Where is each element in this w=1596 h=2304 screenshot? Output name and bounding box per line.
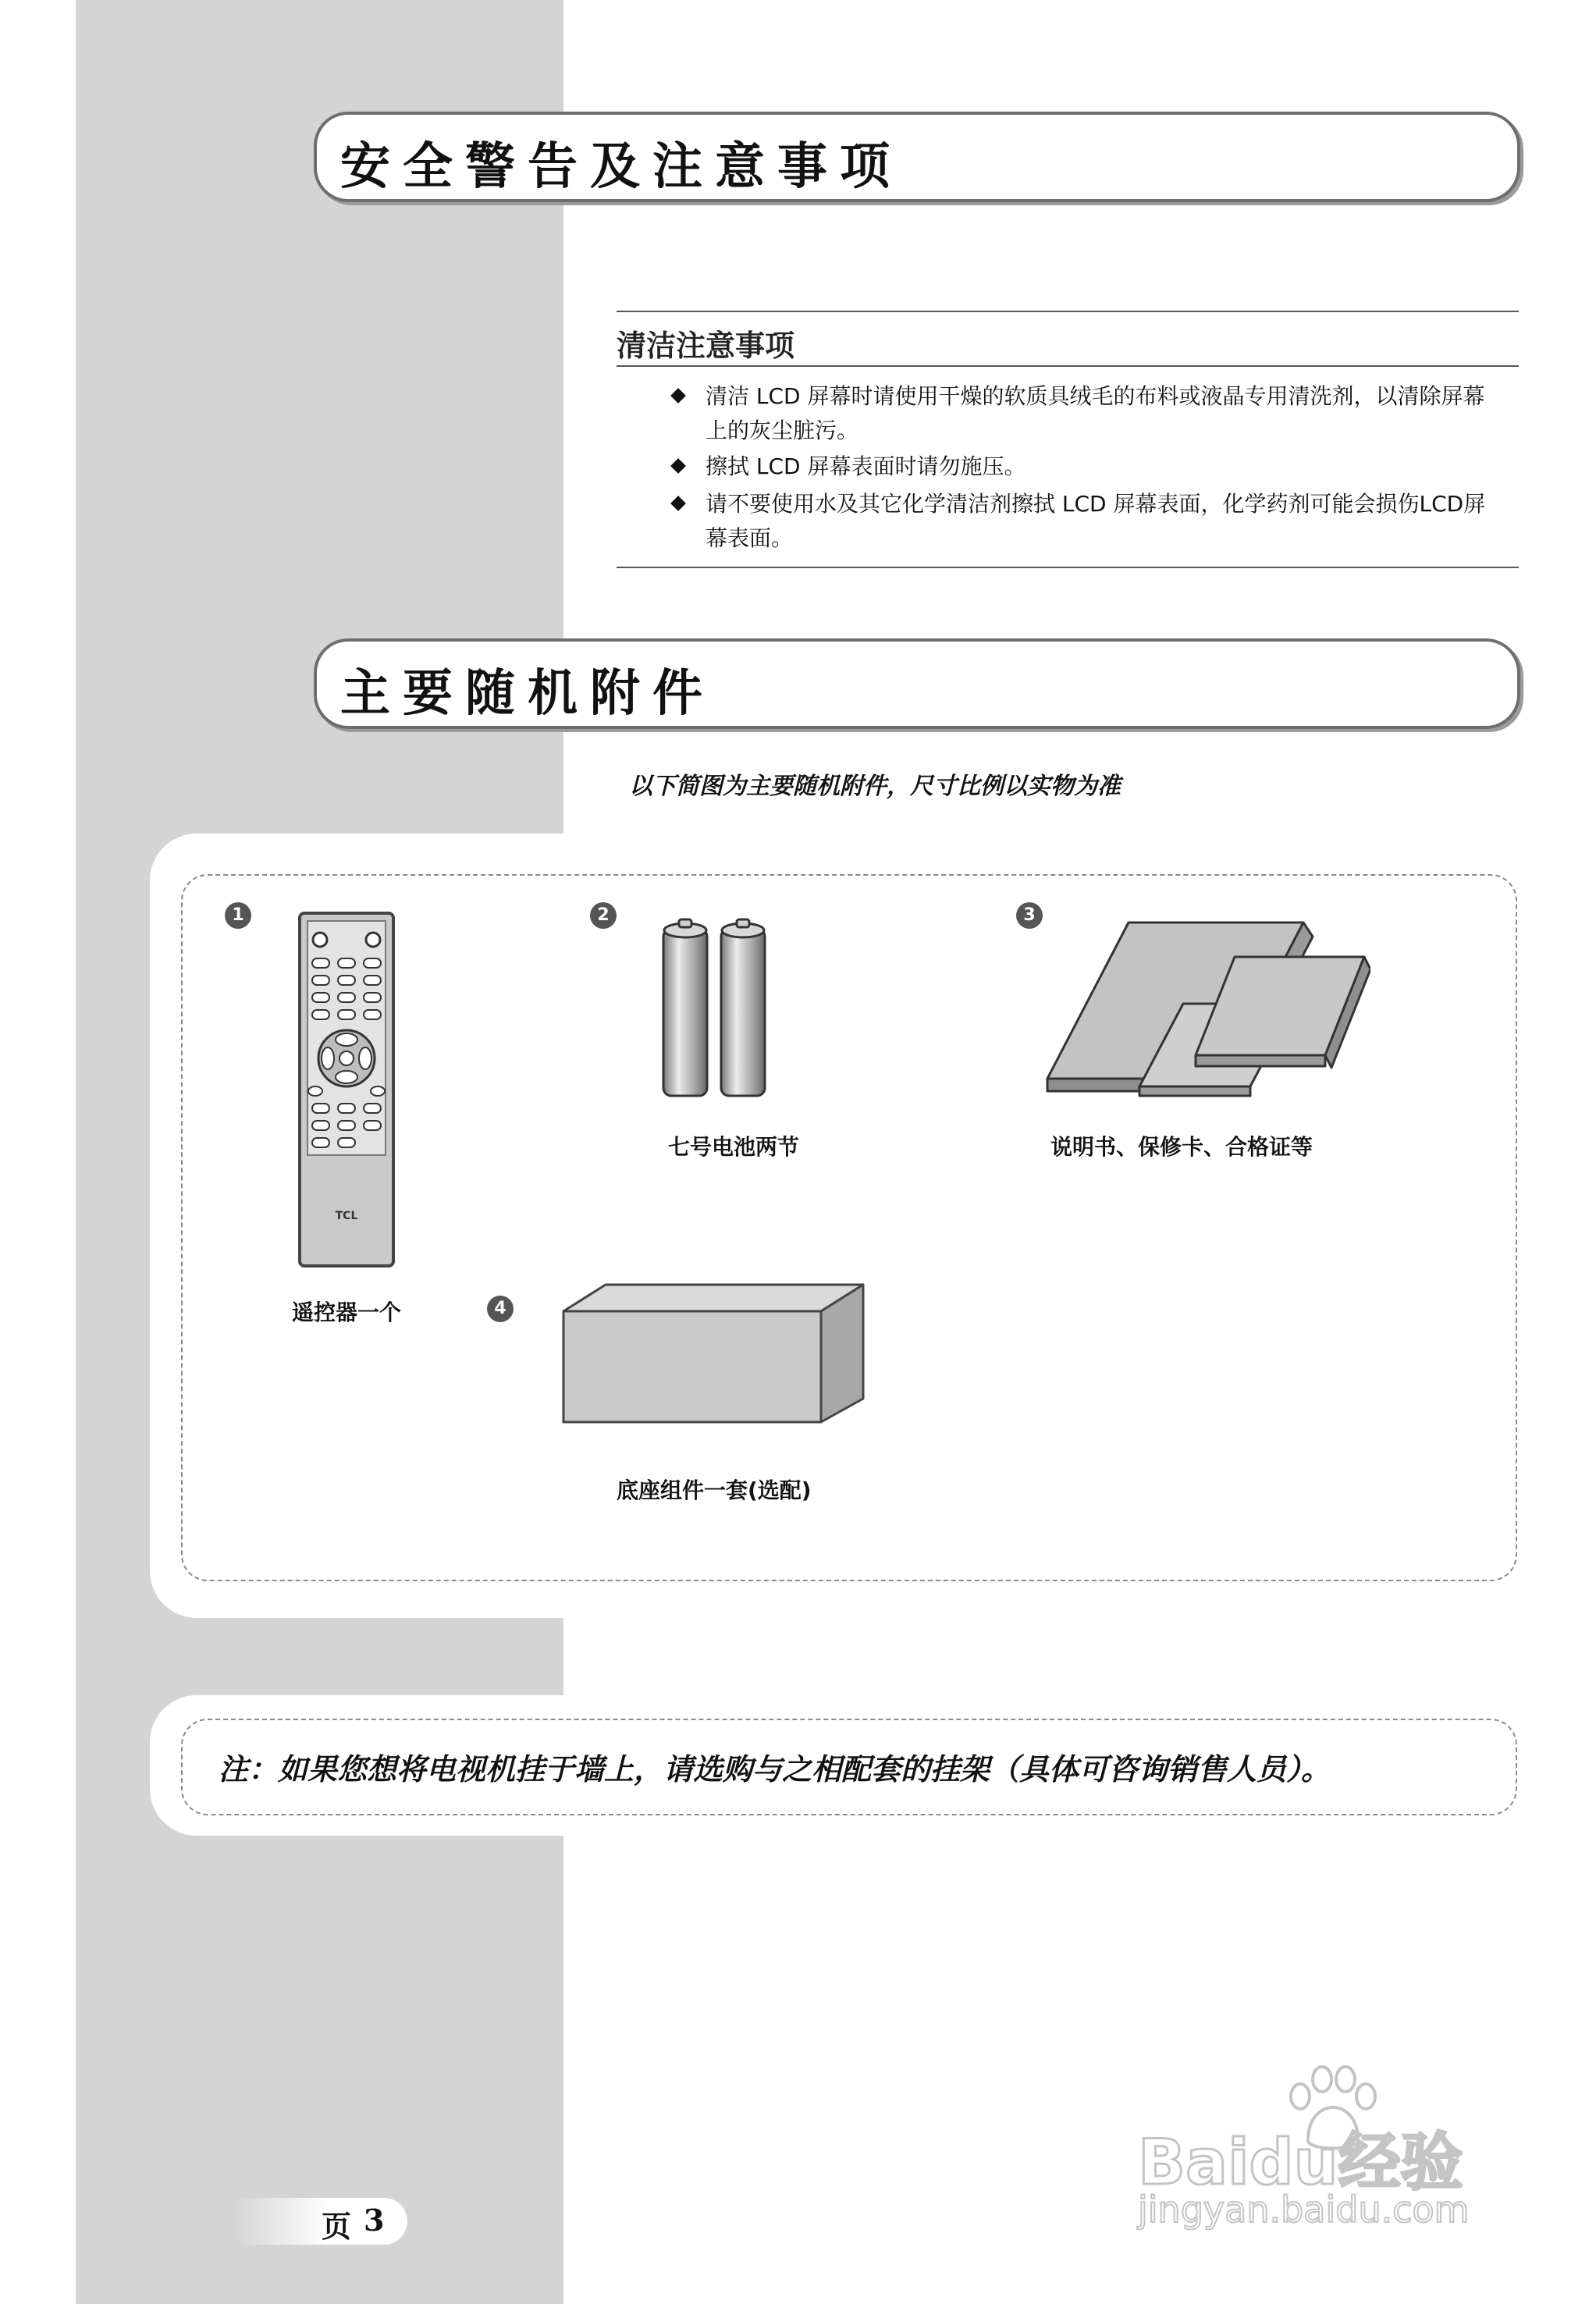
item-number-badge: 3	[1016, 902, 1043, 929]
cleaning-item-2-line1: 擦拭 LCD 屏幕表面时请勿施压。	[706, 453, 1026, 479]
caption-documents: 说明书、保修卡、合格证等	[1050, 1134, 1313, 1160]
accessories-intro: 以下简图为主要随机附件，尺寸比例以实物为准	[629, 773, 1121, 800]
documents-icon	[1043, 918, 1370, 1113]
item-number-badge: 1	[225, 902, 251, 929]
bullet-diamond-icon	[670, 458, 686, 474]
bullet-diamond-icon	[670, 388, 686, 404]
cleaning-heading-rule	[617, 365, 1519, 367]
caption-battery: 七号电池两节	[668, 1134, 800, 1160]
watermark-logo: Baidu经验	[1138, 2126, 1463, 2199]
remote-control-icon	[297, 910, 396, 1269]
remote-brand: TCL	[335, 1210, 358, 1222]
page-number: 3	[364, 2203, 385, 2238]
cleaning-bottom-rule	[617, 567, 1519, 568]
watermark-url: jingyan.baidu.com	[1138, 2188, 1470, 2231]
cleaning-heading: 清洁注意事项	[617, 329, 795, 363]
item-number-badge: 4	[487, 1296, 514, 1322]
accessories-title: 主要随机附件	[340, 664, 715, 723]
wall-mount-note: 注：如果您想将电视机挂于墙上，请选购与之相配套的挂架（具体可咨询销售人员）。	[219, 1751, 1331, 1787]
cleaning-item-3-line2: 幕表面。	[706, 525, 794, 551]
page-label: 页	[322, 2209, 352, 2244]
item-number-badge: 2	[590, 902, 617, 929]
cleaning-top-rule	[617, 311, 1519, 312]
caption-remote: 遥控器一个	[292, 1300, 402, 1325]
cleaning-item-3-line1: 请不要使用水及其它化学清洁剂擦拭 LCD 屏幕表面，化学药剂可能会损伤LCD屏	[706, 491, 1486, 517]
battery-icon	[656, 918, 773, 1105]
caption-base: 底座组件一套(选配)	[617, 1477, 812, 1503]
bullet-diamond-icon	[670, 496, 686, 511]
safety-title: 安全警告及注意事项	[340, 137, 902, 196]
cleaning-item-1-line1: 清洁 LCD 屏幕时请使用干燥的软质具绒毛的布料或液晶专用清洗剂，以清除屏幕	[706, 383, 1485, 409]
cleaning-item-1-line2: 上的灰尘脏污。	[706, 418, 859, 443]
base-box-icon	[559, 1282, 868, 1425]
